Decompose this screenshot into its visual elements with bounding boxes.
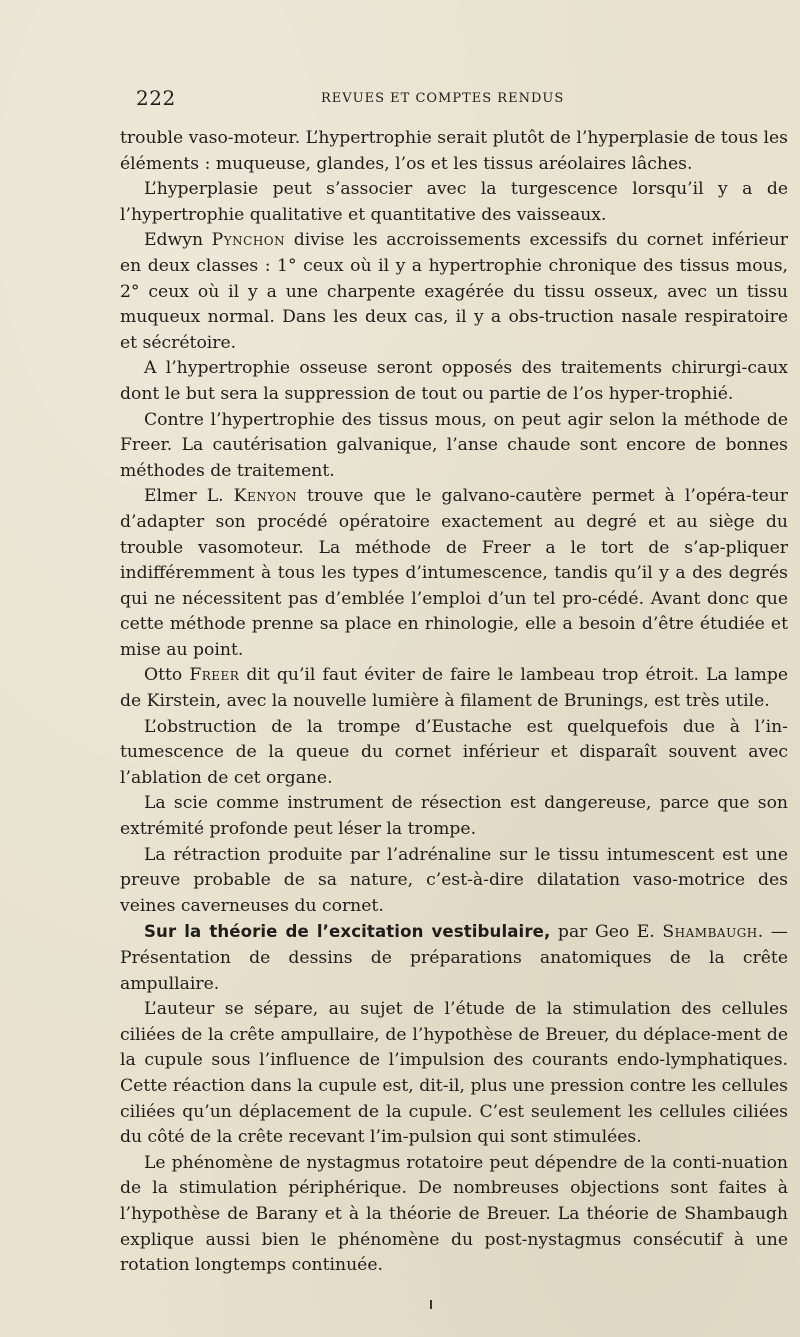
paragraph-12-text: L’auteur se sépare, au sujet de l’étude de la stimulation des cellules ciliées de la crête ampullaire, de l’hypothèse de Breuer, du déplace-ment de la cupule sous l’influence de l’impulsion des courants endo-lymphatiques. Cette réaction dans la cupule est, dit-il, plus une pression contre les cellules ciliées qu’un déplacement de la cupule. C’est seulement les cellules ciliées du côté de la crête recevant l’im-pulsion qui sont stimulées. (120, 999, 788, 1148)
paragraph-7 (120, 663, 788, 714)
paragraph-3 (120, 228, 788, 356)
paragraph-7-lead: Otto (144, 665, 190, 686)
paragraph-5 (120, 408, 788, 485)
paragraph-13-text: Le phénomène de nystagmus rotatoire peut dépendre de la conti-nuation de la stimulation périphérique. De nombreuses objections sont faites à l’hypothèse de Barany et à la théorie de Breuer. La théorie de Shambaugh explique aussi bien le phénomène du post-nystagmus consécutif à une rotation longtemps continuée. (120, 1152, 788, 1276)
paragraph-10-text: La rétraction produite par l’adrénaline sur le tissu intumescent est une preuve probable de sa nature, c’est-à-dire dilatation vaso-motrice des veines caverneuses du cornet. (120, 844, 788, 916)
print-mark (430, 1300, 432, 1309)
paragraph-2-text: L’hyperplasie peut s’associer avec la turgescence lorsqu’il y a de l’hypertrophie qualitative et quantitative des vaisseaux. (120, 179, 788, 225)
body-text (120, 126, 788, 1279)
paragraph-6 (120, 484, 788, 663)
paragraph-8-text: L’obstruction de la trompe d’Eustache est quelquefois due à l’in-tumescence de la queue du cornet inférieur et disparaît souvent avec l’ablation de cet organe. (120, 716, 788, 788)
author-name-pynchon: Pynchon (211, 230, 286, 251)
paragraph-11 (120, 919, 788, 997)
paragraph-3-lead: Edwyn (144, 230, 212, 251)
paragraph-1-text: trouble vaso-moteur. L’hypertrophie serait plutôt de l’hyperplasie de tous les éléments : muqueuse, glandes, l’os et les tissus aréolaires lâches. (120, 128, 788, 174)
paragraph-11-text: . — Présentation de dessins de préparations anatomiques de la crête ampullaire. (120, 922, 788, 994)
running-head: REVUES ET COMPTES RENDUS (321, 91, 565, 106)
paragraph-9-text: La scie comme instrument de résection est dangereuse, parce que son extrémité profonde peut léser la trompe. (120, 793, 788, 840)
paragraph-1 (120, 126, 788, 177)
paragraph-8 (120, 715, 788, 792)
paragraph-9 (120, 791, 788, 842)
paragraph-4-text: A l’hypertrophie osseuse seront opposés des traitements chirurgi-caux dont le but sera la suppression de tout ou partie de l’os hyper-trophié. (120, 358, 788, 404)
paragraph-13 (120, 1151, 788, 1279)
author-name-freer: Freer (189, 665, 240, 686)
page-header (136, 86, 776, 116)
paragraph-10 (120, 843, 788, 920)
section-title: Sur la théorie de l’excitation vestibulaire, (144, 922, 551, 942)
paragraph-4 (120, 356, 788, 407)
paragraph-2 (120, 177, 788, 228)
paragraph-12 (120, 997, 788, 1151)
author-name-kenyon: Kenyon (233, 486, 298, 507)
paragraph-11-lead: par Geo E. (550, 922, 663, 943)
paragraph-3-text: divise les accroissements excessifs du cornet inférieur en deux classes : 1° ceux où il y a hypertrophie chronique des tissus mous, 2° ceux où il y a une charpente exagérée du tissu osseux, avec un tissu muqueux normal. Dans les deux cas, il y a obs-truction nasale respiratoire et sécrétoire. (120, 230, 788, 353)
page-number: 222 (136, 86, 176, 110)
paragraph-6-lead: Elmer L. (144, 486, 234, 507)
paragraph-5-text: Contre l’hypertrophie des tissus mous, on peut agir selon la méthode de Freer. La cautérisation galvanique, l’anse chaude sont encore de bonnes méthodes de traitement. (120, 409, 788, 481)
paragraph-6-text: trouve que le galvano-cautère permet à l’opéra-teur d’adapter son procédé opératoire exactement au degré et au siège du trouble vasomoteur. La méthode de Freer a le tort de s’ap-pliquer indifféremment à tous les types d’intumescence, tandis qu’il y a des degrés qui ne nécessitent pas d’emblée l’emploi d’un tel pro-cédé. Avant donc que cette méthode prenne sa place en rhinologie, elle a besoin d’être étudiée et mise au point. (120, 486, 788, 660)
paragraph-7-text: dit qu’il faut éviter de faire le lambeau trop étroit. La lampe de Kirstein, avec la nouvelle lumière à filament de Brunings, est très utile. (120, 665, 789, 712)
author-name-shambaugh: Shambaugh (662, 922, 758, 943)
